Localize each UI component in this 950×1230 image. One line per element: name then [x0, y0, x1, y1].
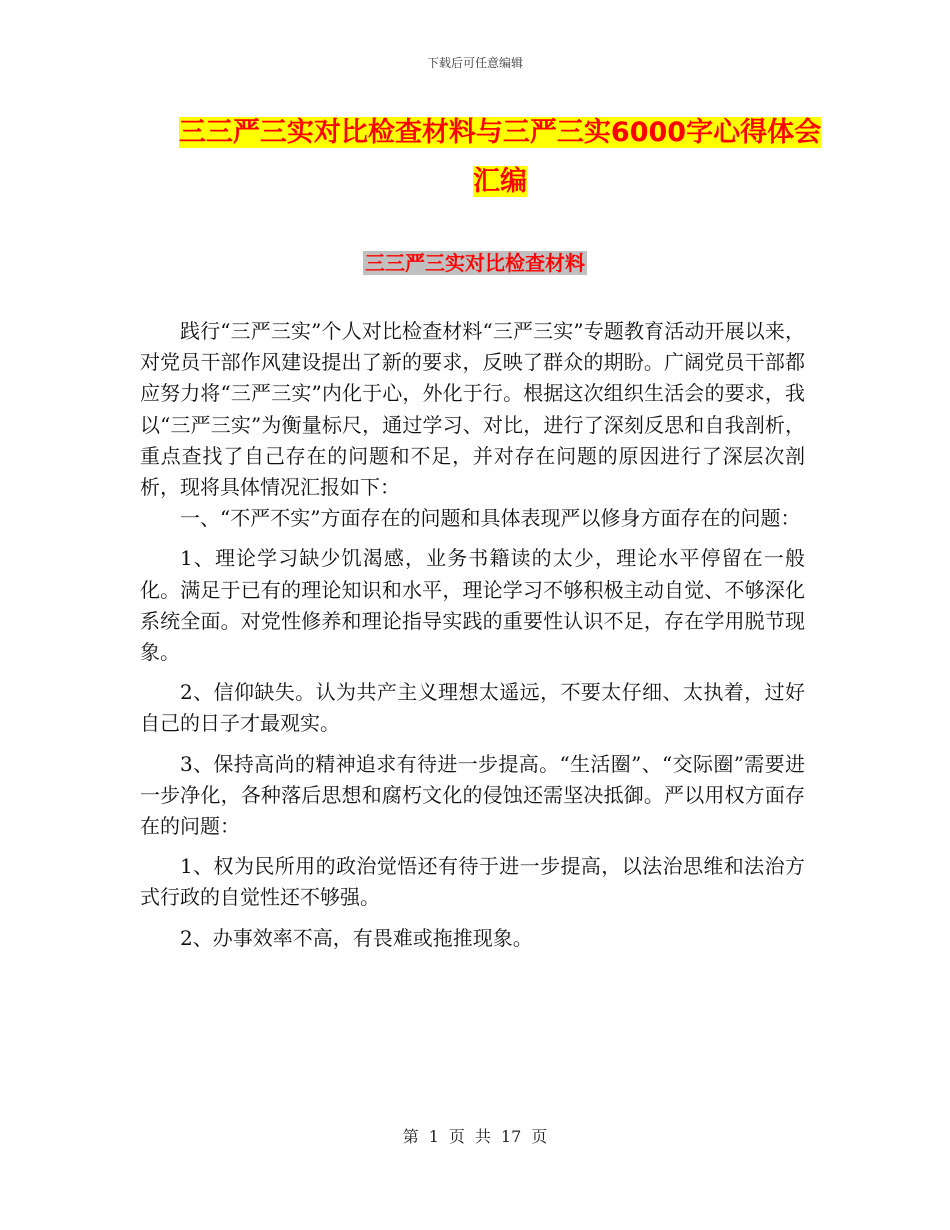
section-heading-text: 三三严三实对比检查材料 [365, 251, 585, 275]
section-heading [0, 246, 950, 280]
page-footer [0, 1124, 950, 1147]
paragraph-intro: 践行“三严三实”个人对比检查材料“三严三实”专题教育活动开展以来，对党员干部作风建设提出了新的要求，反映了群众的期盼。广阔党员干部都应努力将“三严三实”内化于心，外化于行。根据这次组织生活会的要求，我以“三严三实”为衡量标尺，通过学习、对比，进行了深刻反思和自我剖析，重点查找了自己存在的问题和不足，并对存在问题的原因进行了深层次剖析，现将具体情况汇报如下： [140, 319, 805, 500]
footer-total-label: 共 [474, 1127, 491, 1146]
paragraph-heading-1: 一、“不严不实”方面存在的问题和具体表现严以修身方面存在的问题： [180, 506, 801, 531]
paragraph-item-1: 1、理论学习缺少饥渴感，业务书籍读的太少，理论水平停留在一般化。满足于已有的理论知识和水平，理论学习不够积极主动自觉、不够深化系统全面。对党性修养和理论指导实践的重要性认识不足，存在学用脱节现象。 [140, 546, 805, 665]
document-title-line-1: 三三严三实对比检查材料与三严三实6000字心得体会 [178, 117, 822, 148]
footer-total-unit: 页 [531, 1127, 548, 1146]
paragraph-item-4: 1、权为民所用的政治觉悟还有待于进一步提高，以法治思维和法治方式行政的自觉性还不够强。 [140, 854, 805, 910]
document-title [150, 108, 850, 206]
footer-page-label: 第 [402, 1127, 419, 1146]
footer-total-pages: 17 [500, 1127, 522, 1146]
paragraph-item-3: 3、保持高尚的精神追求有待进一步提高。“生活圈”、“交际圈”需要进一步净化，各种落后思想和腐朽文化的侵蚀还需坚决抵御。严以用权方面存在的问题： [140, 751, 805, 839]
document-body [140, 316, 805, 954]
footer-page-number: 1 [428, 1127, 439, 1146]
header-note: 下载后可任意编辑 [426, 56, 523, 70]
footer-page-unit: 页 [448, 1127, 465, 1146]
paragraph-item-2: 2、信仰缺失。认为共产主义理想太遥远，不要太仔细、太执着，过好自己的日子才最观实。 [140, 680, 805, 736]
document-title-line-2: 汇编 [473, 166, 527, 197]
paragraph-item-5: 2、办事效率不高，有畏难或拖推现象。 [180, 925, 533, 950]
